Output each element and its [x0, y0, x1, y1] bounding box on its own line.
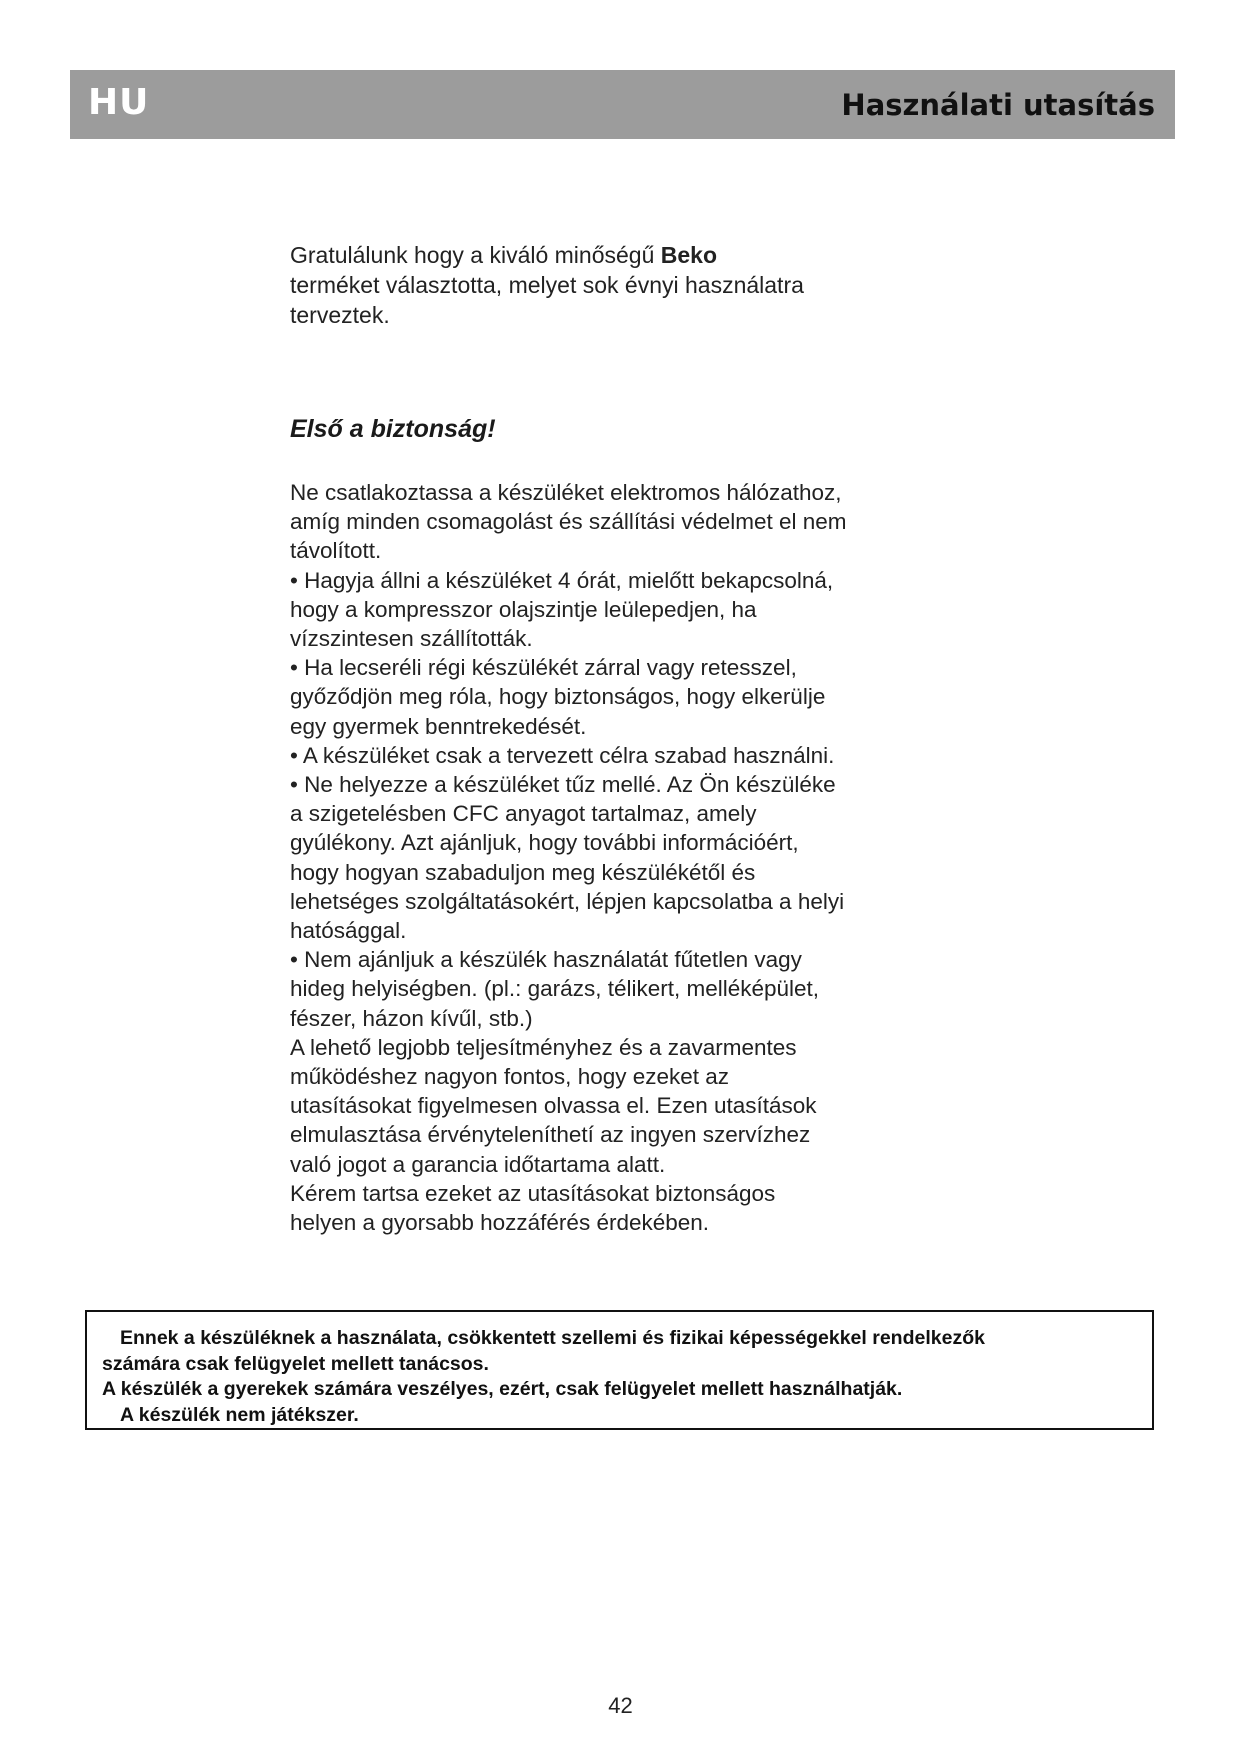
safety-line: elmulasztása érvényteleníthetí az ingyen szervízhez [290, 1122, 811, 1148]
language-code: HU [88, 82, 150, 123]
safety-line: Kérem tartsa ezeket az utasításokat biztonságos [290, 1180, 776, 1206]
safety-line: hogy a kompresszor olajszintje leülepedjen, ha [290, 596, 757, 622]
safety-line: vízszintesen szállították. [290, 626, 533, 652]
safety-line: való jogot a garancia időtartama alatt. [290, 1151, 666, 1177]
warning-line-1: Ennek a készüléknek a használata, csökkentett szellemi és fizikai képességekkel rendelkezők [120, 1327, 985, 1349]
safety-line: • Nem ajánljuk a készülék használatát fűtetlen vagy [290, 947, 802, 973]
intro-line-2: terméket választotta, melyet sok évnyi használatra [290, 272, 804, 298]
safety-line: helyen a gyorsabb hozzáférés érdekében. [290, 1210, 710, 1236]
intro-paragraph [290, 240, 930, 330]
warning-box [85, 1310, 1154, 1430]
intro-line-1 [290, 240, 930, 270]
brand-name: Beko [660, 242, 718, 268]
safety-instructions [290, 478, 940, 1237]
safety-line: hogy hogyan szabaduljon meg készülékétől és [290, 859, 756, 885]
safety-line: • Ne helyezze a készüléket tűz mellé. Az Ön készüléke [290, 772, 836, 798]
safety-line: hatósággal. [290, 918, 407, 944]
document-title: Használati utasítás [841, 88, 1155, 122]
safety-heading: Első a biztonság! [290, 415, 496, 443]
safety-line: lehetséges szolgáltatásokért, lépjen kapcsolatba a helyi [290, 888, 845, 914]
safety-line: egy gyermek benntrekedését. [290, 713, 587, 739]
intro-line-3: terveztek. [290, 302, 390, 328]
safety-line: gyúlékony. Azt ajánljuk, hogy további információért, [290, 830, 799, 856]
safety-line: Ne csatlakoztassa a készüléket elektromos hálózathoz, [290, 480, 842, 505]
warning-line-3: A készülék a gyerekek számára veszélyes, ezért, csak felügyelet mellett használhatják. [102, 1378, 903, 1400]
safety-line: A lehető legjobb teljesítményhez és a zavarmentes [290, 1034, 797, 1060]
safety-line: amíg minden csomagolást és szállítási védelmet el nem [290, 509, 847, 535]
safety-line: • Ha lecseréli régi készülékét zárral vagy retesszel, [290, 655, 797, 681]
safety-line: működéshez nagyon fontos, hogy ezeket az [290, 1064, 730, 1090]
safety-line: győződjön meg róla, hogy biztonságos, hogy elkerülje [290, 684, 826, 710]
warning-line-2: számára csak felügyelet mellett tanácsos. [102, 1352, 489, 1375]
warning-line-4: A készülék nem játékszer. [120, 1403, 359, 1426]
intro-text: Gratulálunk hogy a kiváló minőségű [290, 242, 661, 268]
safety-line: a szigetelésben CFC anyagot tartalmaz, amely [290, 801, 757, 827]
safety-line: fészer, házon kívűl, stb.) [290, 1005, 533, 1031]
safety-line: • Hagyja állni a készüléket 4 órát, mielőtt bekapcsolná, [290, 567, 834, 593]
safety-line: • A készüléket csak a tervezett célra szabad használni. [290, 742, 835, 768]
safety-line: távolított. [290, 538, 382, 564]
page-number: 42 [608, 1693, 633, 1718]
safety-line: utasításokat figyelmesen olvassa el. Ezen utasítások [290, 1093, 817, 1119]
safety-line: hideg helyiségben. (pl.: garázs, télikert, melléképület, [290, 976, 820, 1002]
header-band [70, 70, 1175, 139]
